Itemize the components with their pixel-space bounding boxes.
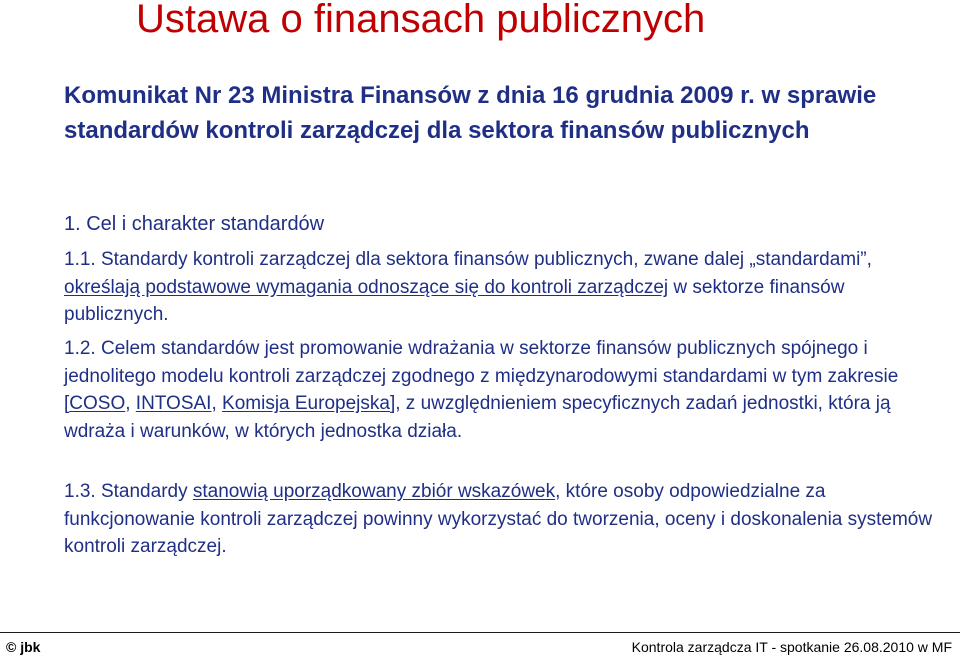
paragraph-1-3-text-b: , które osoby odpowiedzialne za funkcjonowanie kontroli zarządczej powinny wykorzystać do tworzenia, oceny i doskonalenia systemów kontroli zarządczej. [64, 481, 933, 557]
footer-copyright: © jbk [6, 639, 41, 655]
intosai-link: INTOSAI [135, 393, 212, 414]
paragraph-1-2 [64, 335, 944, 445]
coso-link: COSO [69, 393, 126, 414]
paragraph-1-1-text-a: 1.1. Standardy kontroli zarządczej dla sektora finansów publicznych, zwane dalej „standardami”, [64, 249, 872, 270]
section-heading: 1. Cel i charakter standardów [64, 213, 325, 235]
komisja-europejska-link: Komisja Europejska [222, 393, 390, 414]
separator-1: , [125, 393, 136, 414]
slide-footer [0, 632, 960, 661]
paragraph-1-1-text-b: w sektorze finansów publicznych. [64, 276, 845, 325]
separator-2: , [211, 393, 223, 414]
footer-event: Kontrola zarządcza IT - spotkanie 26.08.2010 w MF [631, 639, 952, 655]
paragraph-1-2-text-a: 1.2. Celem standardów jest promowanie wdrażania w sektorze finansów publicznych spójnego i jednolitego modelu kontroli zarządczej zgodnego z międzynarodowymi standardami w tym zakresie [ [64, 338, 899, 414]
paragraph-1-1 [64, 246, 944, 329]
paragraph-1-3-underlined: stanowią uporządkowany zbiór wskazówek [192, 481, 556, 502]
paragraph-1-1-underlined: określają podstawowe wymagania odnoszące się do kontroli zarządczej [64, 276, 669, 298]
paragraph-1-3 [64, 478, 944, 561]
paragraph-1-3-text-a: 1.3. Standardy [64, 481, 193, 502]
slide-title: Ustawa o finansach publicznych [136, 0, 706, 41]
paragraph-1-2-text-b: ], z uwzględnieniem specyficznych zadań jednostki, która ją wdraża i warunków, w których jednostka działa. [64, 393, 891, 442]
slide-subtitle: Komunikat Nr 23 Ministra Finansów z dnia 16 grudnia 2009 r. w sprawie standardów kontroli zarządczej dla sektora finansów publicznych [64, 82, 877, 144]
